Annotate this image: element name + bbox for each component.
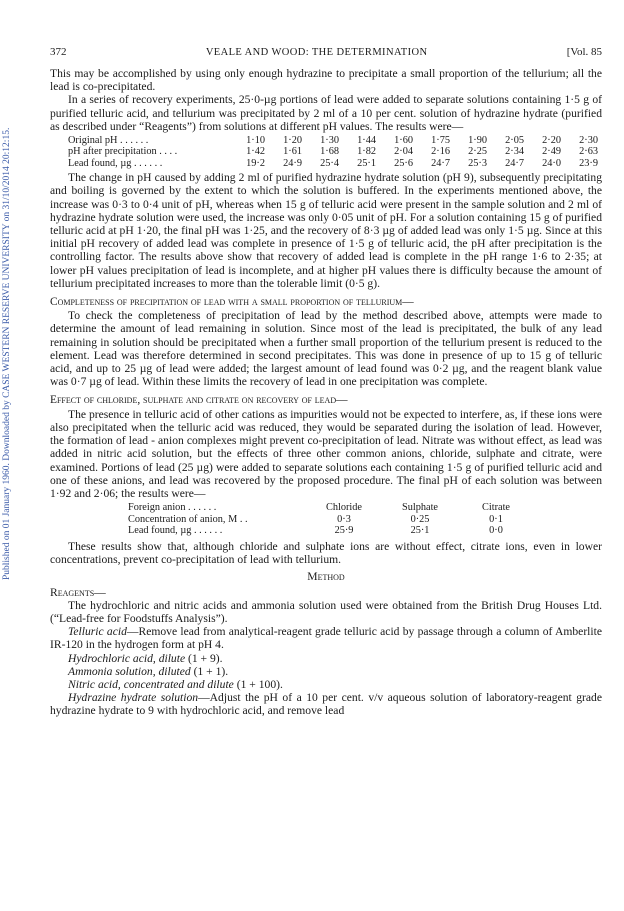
- table-cell: 1·44: [357, 135, 376, 147]
- reagent-name: Hydrazine hydrate solution: [68, 691, 199, 705]
- table-cell: 24·0: [542, 157, 561, 169]
- reagent-name: Telluric acid: [68, 625, 127, 639]
- reagent-text: —Remove lead from analytical-reagent grade telluric acid by passage through a column of Amberlite IR-120 in the hydrogen form at pH 4.: [50, 625, 602, 652]
- table-cell: 2·25: [468, 146, 487, 158]
- row-label: Lead found, µg . . . . . .: [68, 157, 163, 169]
- reagent-text: (1 + 100).: [233, 677, 283, 691]
- paragraph-5: The presence in telluric acid of other cations as impurities would not be expected to interfere, as, if these ions were also precipitated when the telluric acid was reduced, they would be separated during the isolation of lead. However, the formation of lead - anion complexes might prevent co-precipitation of lead. Nitrate was without effect, as lead was added in nitric acid solution, but the effects of three other common anions, chloride, sulphate and citrate, were examined. Portions of lead (25 µg) were added to separate solutions each containing 1·5 g of purified telluric acid and one of these anions, and lead was recovered by the proposed procedure. The final pH of each solution was between 1·92 and 2·06; the results were—: [50, 407, 602, 500]
- anion-table: [128, 502, 602, 537]
- table-cell: 25·3: [468, 157, 487, 169]
- table-cell: 25·1: [410, 525, 430, 537]
- row-label: pH after precipitation . . . .: [68, 146, 178, 158]
- reagent-text: —Adjust the pH of a 10 per cent. v/v aqueous solution of laboratory-reagent grade hydrazine hydrate to 9 with hydrochloric acid, and remove lead: [50, 691, 602, 718]
- table-row: [128, 502, 602, 514]
- table-row: [68, 135, 602, 146]
- running-title: VEALE AND WOOD: THE DETERMINATION: [205, 47, 428, 58]
- reagent-item: [50, 665, 602, 678]
- table-cell: 25·6: [394, 157, 413, 169]
- table-cell: 1·42: [246, 146, 265, 158]
- reagent-text: (1 + 1).: [190, 664, 229, 678]
- table-cell: 1·10: [246, 135, 265, 147]
- reagent-name: Nitric acid, concentrated and dilute: [68, 677, 234, 691]
- table-cell: 25·9: [334, 525, 354, 537]
- table-cell: Chloride: [325, 502, 363, 514]
- row-label: Lead found, µg . . . . . .: [128, 525, 223, 537]
- table-cell: 1·60: [394, 135, 413, 147]
- table-cell: 1·68: [320, 146, 339, 158]
- reagent-name: Hydrochloric acid, dilute: [68, 651, 186, 665]
- reagent-item: [50, 625, 602, 651]
- table-row: [128, 525, 602, 537]
- table-cell: 25·4: [320, 157, 339, 169]
- table-cell: 2·16: [431, 146, 450, 158]
- reagent-item: [50, 691, 602, 717]
- row-label: Concentration of anion, M . .: [128, 513, 248, 525]
- table-cell: 1·30: [320, 135, 339, 147]
- table-cell: 2·30: [579, 135, 598, 147]
- paragraph-6: These results show that, although chloride and sulphate ions are without effect, citrate ions, even in lower concentrations, prevent co-precipitation of lead with tellurium.: [50, 539, 602, 567]
- table-cell: 2·34: [505, 146, 524, 158]
- table-cell: 24·7: [431, 157, 450, 169]
- reagent-name: Ammonia solution, diluted: [68, 664, 191, 678]
- table-cell: 0·3: [337, 513, 351, 525]
- paragraph-4: To check the completeness of precipitation of lead by the method described above, attempts were made to determine the amount of lead remaining in solution. Since most of the lead is precipitated, the bulk of any lead remaining in solution should be precipitated when a further small proportion of the tellurium present is reduced to the element. Lead was therefore determined in second precipitates. This was done in presence of up to 15 g of telluric acid, and up to 25 µg of lead were added; the largest amount of lead found was 0·2 µg, and the reagent blank value was 0·7 µg of lead. Within these limits the recovery of lead in one precipitation was complete.: [50, 309, 602, 389]
- table-cell: 1·90: [468, 135, 487, 147]
- paragraph-1: This may be accomplished by using only enough hydrazine to precipitate a small proportion of the tellurium; all the lead is co-precipitated.: [50, 67, 602, 94]
- section-heading-anions: Effect of chloride, sulphate and citrate on recovery of lead—: [50, 394, 348, 407]
- table-cell: 0·25: [410, 513, 430, 525]
- table-cell: 19·2: [246, 157, 265, 169]
- journal-page: [50, 46, 602, 718]
- volume-label: [Vol. 85: [566, 46, 602, 58]
- table-cell: Sulphate: [401, 502, 439, 514]
- row-label: Original pH . . . . . .: [68, 135, 149, 147]
- row-label: Foreign anion . . . . . .: [128, 502, 217, 514]
- paragraph-2: In a series of recovery experiments, 25·0-µg portions of lead were added to separate solutions containing 1·5 g of purified telluric acid, and tellurium was precipitated by 2 ml of a 10 per cent. solution of hydrazine hydrate (purified as described under “Reagents”) from solutions at different pH values. The results were—: [50, 93, 602, 133]
- reagent-item: [50, 652, 602, 665]
- table-cell: 2·49: [542, 146, 561, 158]
- table-cell: 24·7: [505, 157, 524, 169]
- table-row: [68, 158, 602, 169]
- section-heading-completeness: Completeness of precipitation of lead with a small proportion of tellurium—: [50, 296, 414, 309]
- table-cell: 1·61: [283, 146, 302, 158]
- ph-recovery-table: [68, 135, 602, 169]
- page-number: 372: [50, 46, 67, 58]
- running-header: [50, 46, 602, 64]
- table-row: [68, 146, 602, 157]
- table-cell: 1·20: [283, 135, 302, 147]
- table-cell: 25·1: [357, 157, 376, 169]
- table-cell: 2·04: [394, 146, 413, 158]
- reagents-heading: Reagents—: [50, 585, 106, 599]
- method-heading: Method: [307, 570, 345, 584]
- table-cell: 24·9: [283, 157, 302, 169]
- table-row: [128, 514, 602, 526]
- paragraph-7: The hydrochloric and nitric acids and ammonia solution used were obtained from the British Drug Houses Ltd. (“Lead-free for Foodstuffs Analysis”).: [50, 598, 602, 625]
- table-cell: 23·9: [579, 157, 598, 169]
- table-cell: 1·82: [357, 146, 376, 158]
- table-cell: 2·63: [579, 146, 598, 158]
- table-cell: 0·1: [489, 513, 503, 525]
- download-watermark: Published on 01 January 1960. Downloaded by CASE WESTERN RESERVE UNIVERSITY on 31/10/2014 20:12:15.: [2, 127, 12, 580]
- table-cell: 2·05: [505, 135, 524, 147]
- table-cell: 2·20: [542, 135, 561, 147]
- reagent-text: (1 + 9).: [185, 651, 223, 665]
- table-cell: Citrate: [481, 502, 511, 514]
- table-cell: 1·75: [431, 135, 450, 147]
- reagent-item: [50, 678, 602, 691]
- table-cell: 0·0: [489, 525, 503, 537]
- paragraph-3: The change in pH caused by adding 2 ml of purified hydrazine hydrate solution (pH 9), subsequently precipitating and boiling is governed by the extent to which the solution is buffered. In the experiments mentioned above, the increase was 0·3 to 0·4 unit of pH, whereas when 15 g of telluric acid were present in the sample solution and 2 ml of hydrazine hydrate solution were used, the increase was only 0·05 unit of pH. For a solution containing 15 g of purified telluric acid at pH 1·20, the final pH was 1·25, and the recovery of 8·3 µg of added lead was only 1·5 µg. Since at this initial pH recovery of added lead was complete in presence of 1·5 g of telluric acid, the pH after precipitation is the controlling factor. The results above show that recovery of added lead is complete in the pH range 1·6 to 2·35; at lower pH values precipitation of lead is incomplete, and at higher pH values there is difficulty because the amount of tellurium precipitated increases to more than the tolerable limit (0·5 g).: [50, 171, 602, 290]
